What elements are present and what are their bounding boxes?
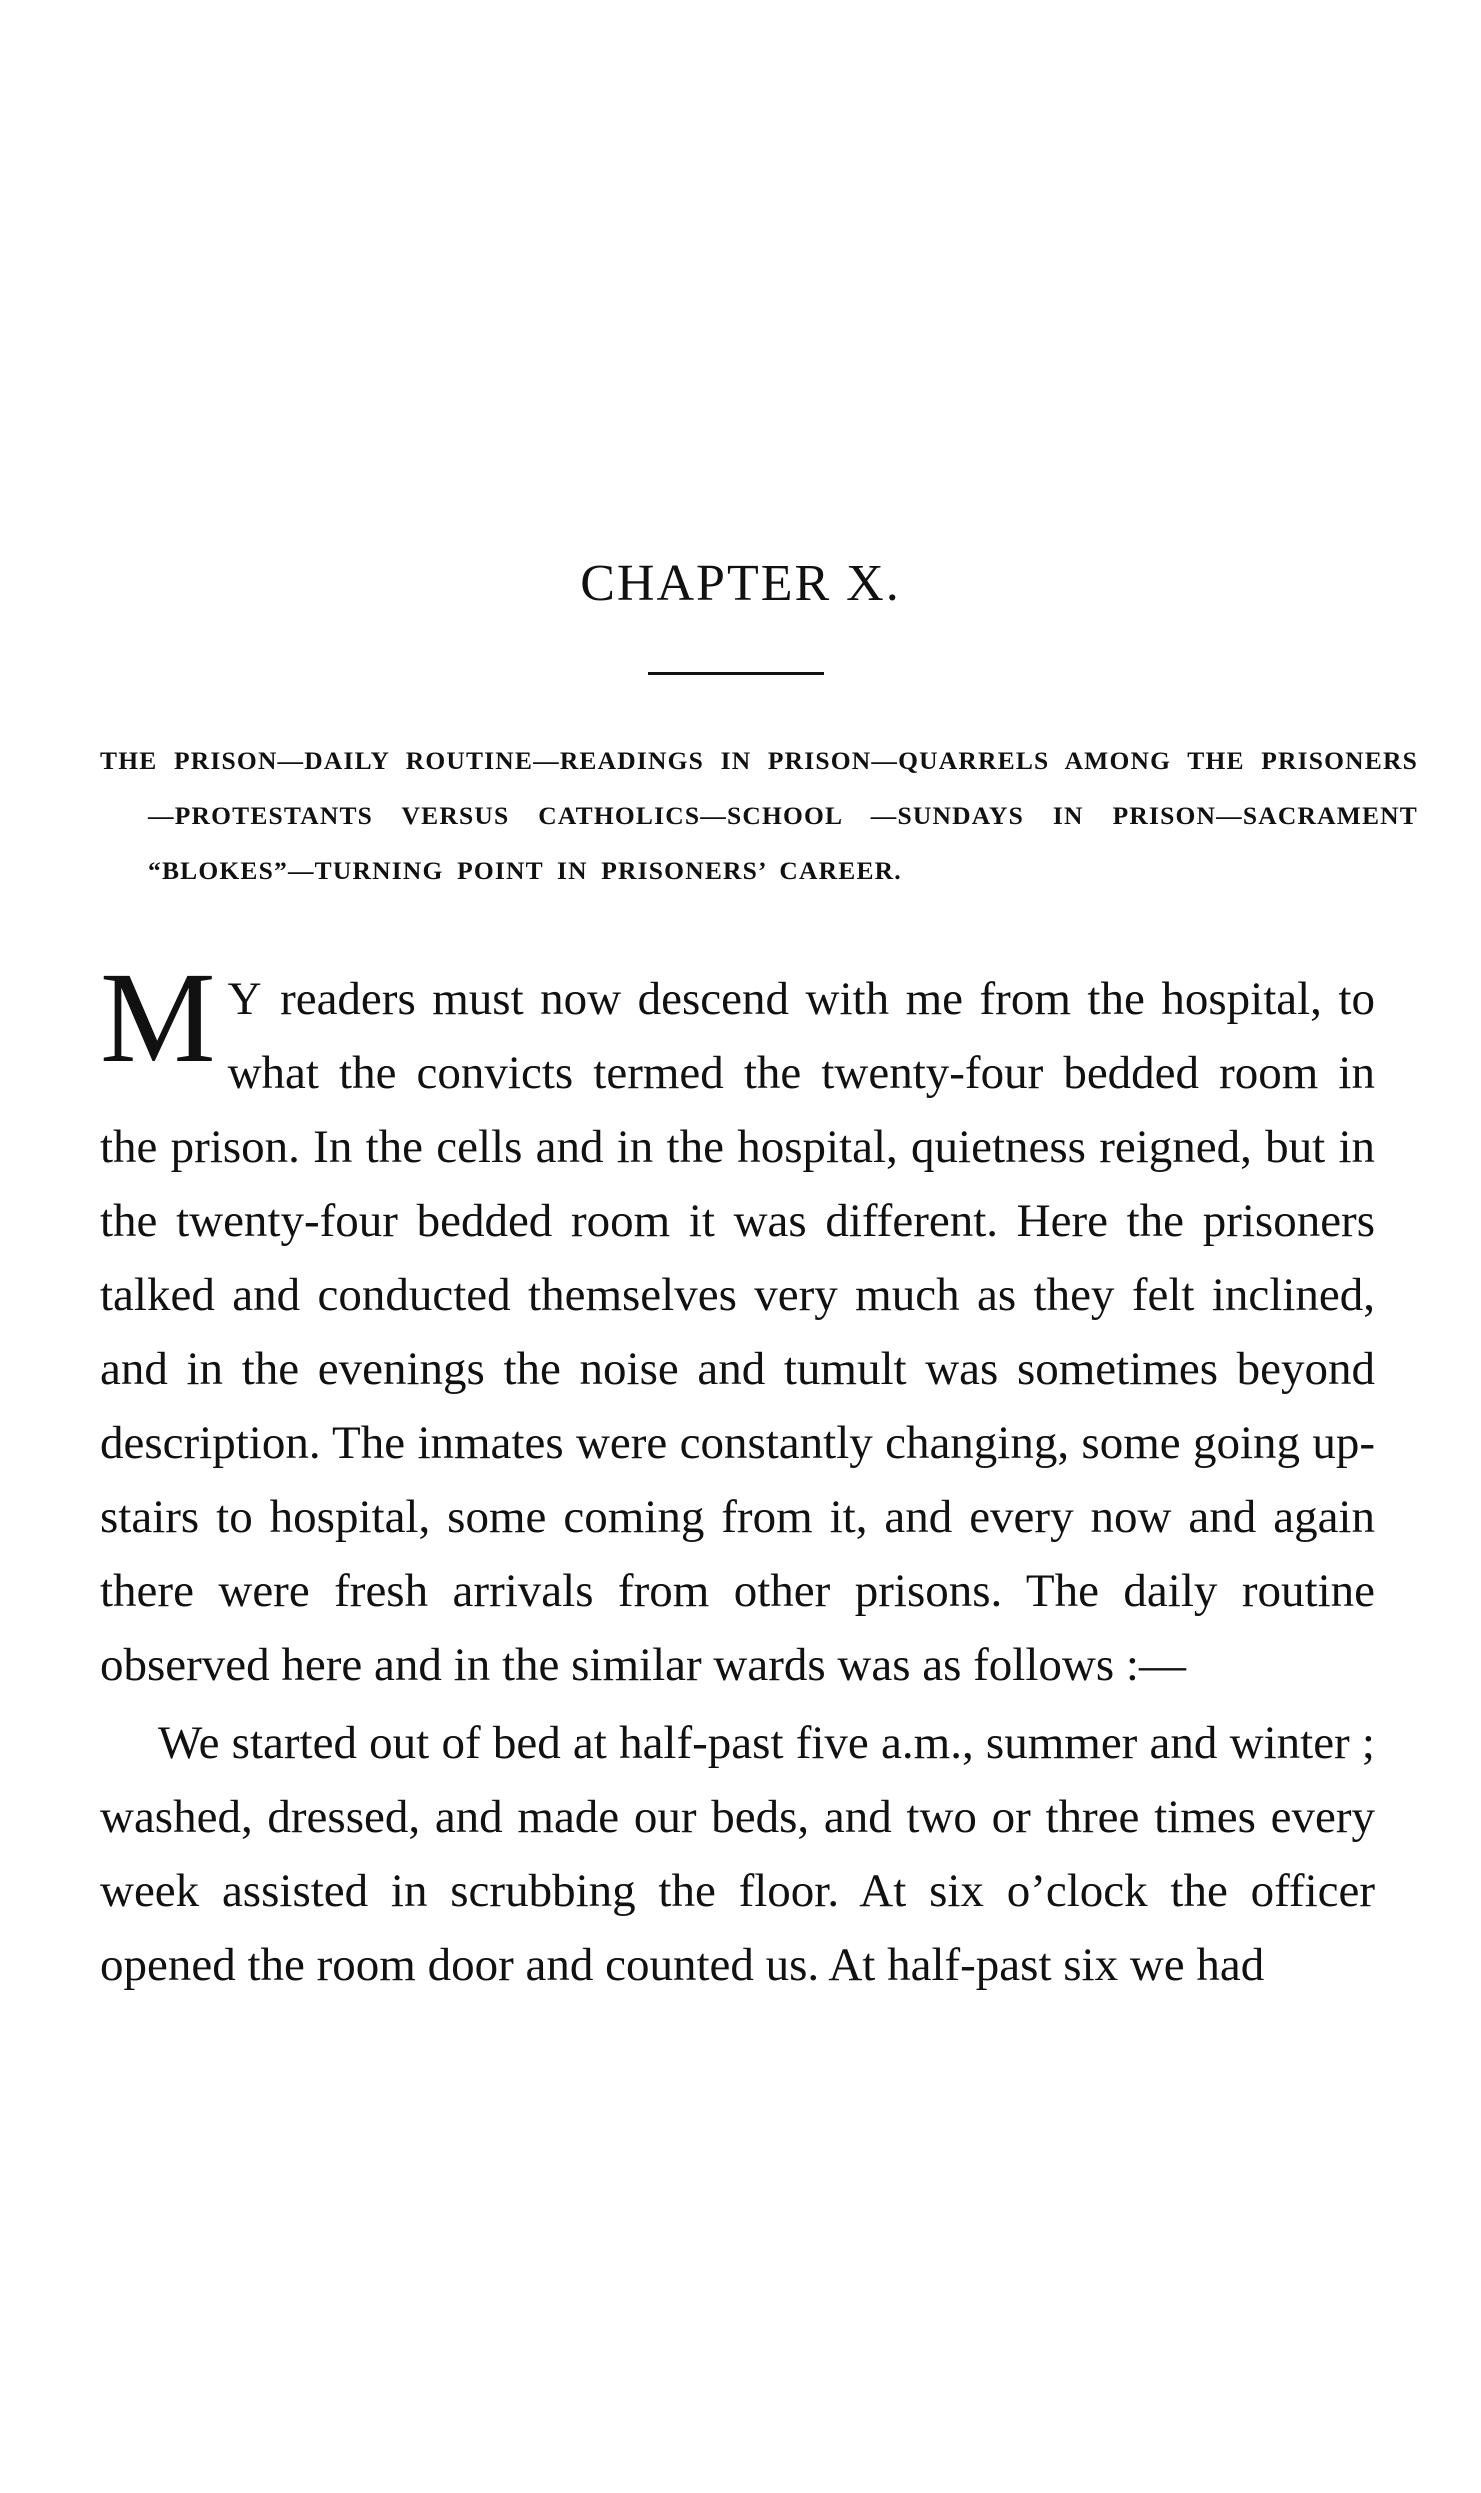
paragraph-1-text: readers must now descend with me from the hospital, to what the convicts termed the twenty-four bedded room in the prison. In the cells and in the hospital, quietness reigned, but in the twenty-four bedded room it was different. Here the prisoners talked and conducted themselves very much as they felt inclined, and in the evenings the noise and tumult was sometimes beyond description. The inmates were constantly changing, some going up-stairs to hospital, some coming from it, and every now and again there were fresh arrivals from other prisons. The daily routine observed here and in the similar wards was as follows :— bbox=[100, 973, 1375, 1691]
chapter-title: CHAPTER X. bbox=[580, 555, 901, 612]
chapter-synopsis: THE PRISON—DAILY ROUTINE—READINGS IN PRISON—QUARRELS AMONG THE PRISONERS—PROTESTANTS VERSUS CATHOLICS—SCHOOL —SUNDAYS IN PRISON—SACRAMENT “BLOKES”—TURNING POINT IN PRISONERS’ CAREER. bbox=[100, 746, 1418, 885]
paragraph-2: We started out of bed at half-past five a.m., summer and winter ; washed, dressed, and made our beds, and two or three times every week assisted in scrubbing the floor. At six o’clock the officer opened the room door and counted us. At half-past six we had bbox=[100, 1717, 1375, 1991]
drop-cap: M bbox=[100, 946, 216, 1090]
first-word-rest: Y bbox=[227, 973, 264, 1025]
body-text bbox=[100, 946, 1375, 2002]
paragraph-1 bbox=[100, 946, 1375, 1702]
title-rule bbox=[648, 672, 824, 675]
